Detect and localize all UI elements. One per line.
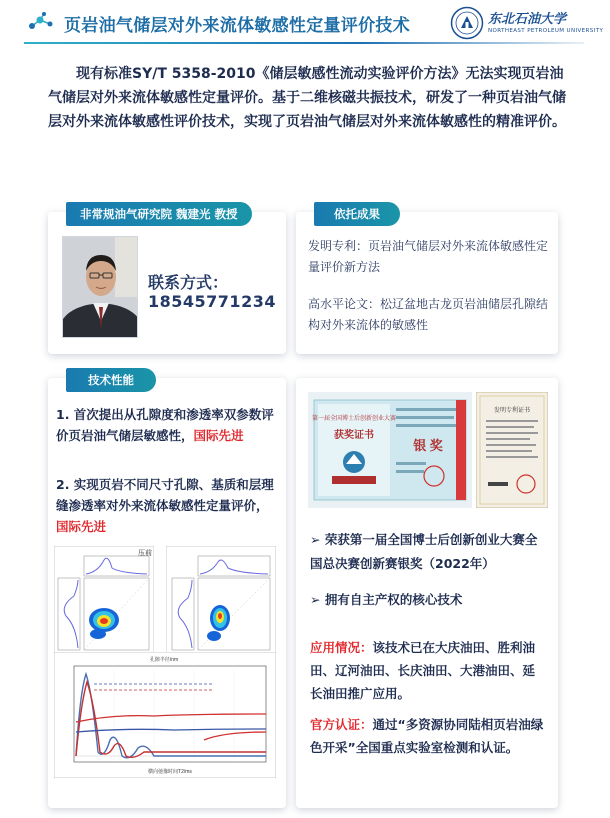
contact-phone[interactable]: 18545771234 [148, 292, 276, 311]
results-card [296, 207, 558, 354]
official-certification [310, 713, 546, 759]
performance-card [48, 373, 286, 808]
application-status [310, 636, 546, 705]
logo-name: 东北石油大学 [488, 12, 567, 27]
application-label: 应用情况： [310, 640, 373, 655]
researcher-tag: 非常规油气研究院 魏建光 教授 [66, 202, 252, 226]
performance-item-1 [56, 404, 278, 446]
researcher-card [48, 207, 286, 354]
nmr-2d-map-before [54, 546, 154, 656]
patent-text: 发明专利：页岩油气储层对外来流体敏感性定量评价新方法 [308, 239, 549, 274]
plot-before-label: 压前 [138, 550, 152, 557]
header [0, 0, 610, 44]
contact-label: 联系方式： [148, 273, 229, 292]
header-divider [24, 42, 584, 44]
patent-certificate-title: 发明专利证书 [493, 408, 531, 414]
award-bullet-2: ➢ 拥有自主产权的核心技术 [310, 592, 463, 607]
patent-certificate-image [476, 392, 548, 508]
performance-item-2-highlight: 国际先进 [56, 519, 107, 534]
performance-item-1-highlight: 国际先进 [193, 428, 244, 443]
application-text: 该技术已在大庆油田、胜利油田、辽河油田、长庆油田、大港油田、延长油田推广应用。 [310, 640, 536, 701]
molecule-icon [28, 12, 54, 32]
university-logo [450, 6, 605, 40]
performance-item-2 [56, 474, 278, 537]
certificate-label: 获奖证书 [334, 430, 374, 441]
researcher-photo [62, 236, 138, 338]
logo-subtitle: NORTHEAST PETROLEUM UNIVERSITY [488, 28, 604, 34]
certificate-medal: 银 奖 [413, 438, 443, 453]
intro-paragraph: 现有标准SY/T 5358-2010《储层敏感性流动实验评价方法》无法实现页岩油气储层对外来流体敏感性定量评价。基于二维核磁共振技术，研发了一种页岩油气储层对外来流体敏感性评价技术，实现了页岩油气储层对外来流体敏感性的精准评价。 [48, 66, 566, 130]
plot-top-axis-label: 孔隙半径/nm [149, 657, 179, 663]
performance-tag: 技术性能 [66, 368, 156, 392]
official-label: 官方认证： [310, 717, 373, 732]
university-seal-icon [450, 6, 484, 40]
award-certificate-image [308, 392, 472, 508]
official-text: 通过“多资源协同陆相页岩油绿色开采”全国重点实验室检测和认证。 [310, 717, 544, 755]
results-tag: 依托成果 [314, 202, 400, 226]
t2-distribution-plot [54, 652, 276, 778]
award-bullet-1: ➢ 荣获第一届全国博士后创新创业大赛全国总决赛创新赛银奖（2022年） [310, 532, 538, 571]
performance-item-2-text: 2. 实现页岩不同尺寸孔隙、基质和层理缝渗透率对外来流体敏感性定量评价， [56, 477, 274, 513]
paper-text: 高水平论文：松辽盆地古龙页岩油储层孔隙结构对外来流体的敏感性 [308, 297, 549, 332]
awards-card [296, 378, 558, 808]
nmr-2d-map-after [166, 546, 276, 656]
page-title: 页岩油气储层对外来流体敏感性定量评价技术 [64, 16, 410, 36]
certificate-title: 第一届全国博士后创新创业大赛 [311, 416, 397, 422]
performance-item-1-text: 1. 首次提出从孔隙度和渗透率双参数评价页岩油气储层敏感性， [56, 407, 274, 443]
plot-x-axis-label: 横向弛豫时间T2/ms [148, 769, 192, 775]
